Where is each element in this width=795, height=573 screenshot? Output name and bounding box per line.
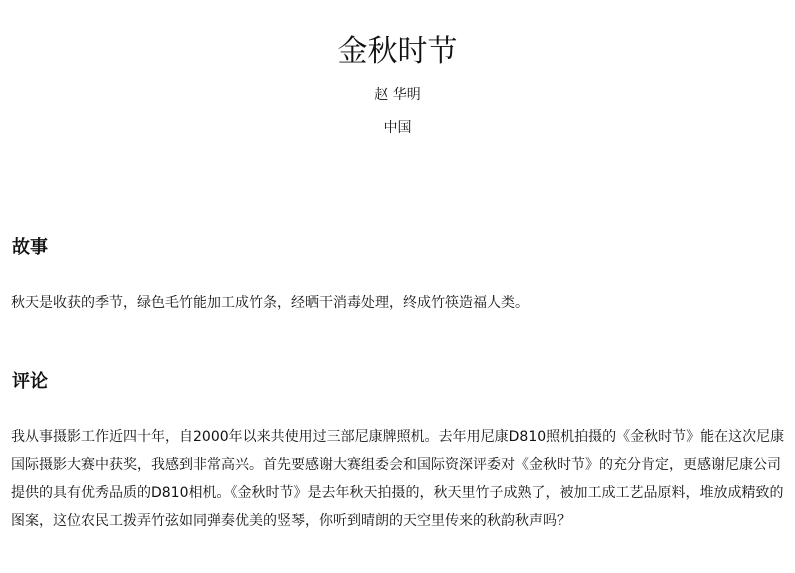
author-country: 中国 <box>383 120 412 136</box>
comment-text: 我从事摄影工作近四十年，自2000年以来共使用过三部尼康牌照机。去年用尼康D810照机拍摄的《金秋时节》能在这次尼康国际摄影大赛中获奖，我感到非常高兴。首先要感谢大赛组委会和国际资深评委对《金秋时节》的充分肯定，更感谢尼康公司提供的具有优秀品质的D810相机。《金秋时节》是去年秋天拍摄的，秋天里竹子成熟了，被加工成工艺品原料，堆放成精致的图案，这位农民工拨弄竹弦如同弹奏优美的竖琴，你听到晴朗的天空里传来的秋韵秋声吗？ <box>11 429 785 529</box>
story-text: 秋天是收获的季节，绿色毛竹能加工成竹条，经晒干消毒处理，终成竹筷造福人类。 <box>11 295 529 311</box>
page-title: 金秋时节 <box>337 34 458 69</box>
comment-heading: 评论 <box>12 371 48 392</box>
story-heading: 故事 <box>12 237 48 258</box>
author-name: 赵 华明 <box>374 87 421 103</box>
